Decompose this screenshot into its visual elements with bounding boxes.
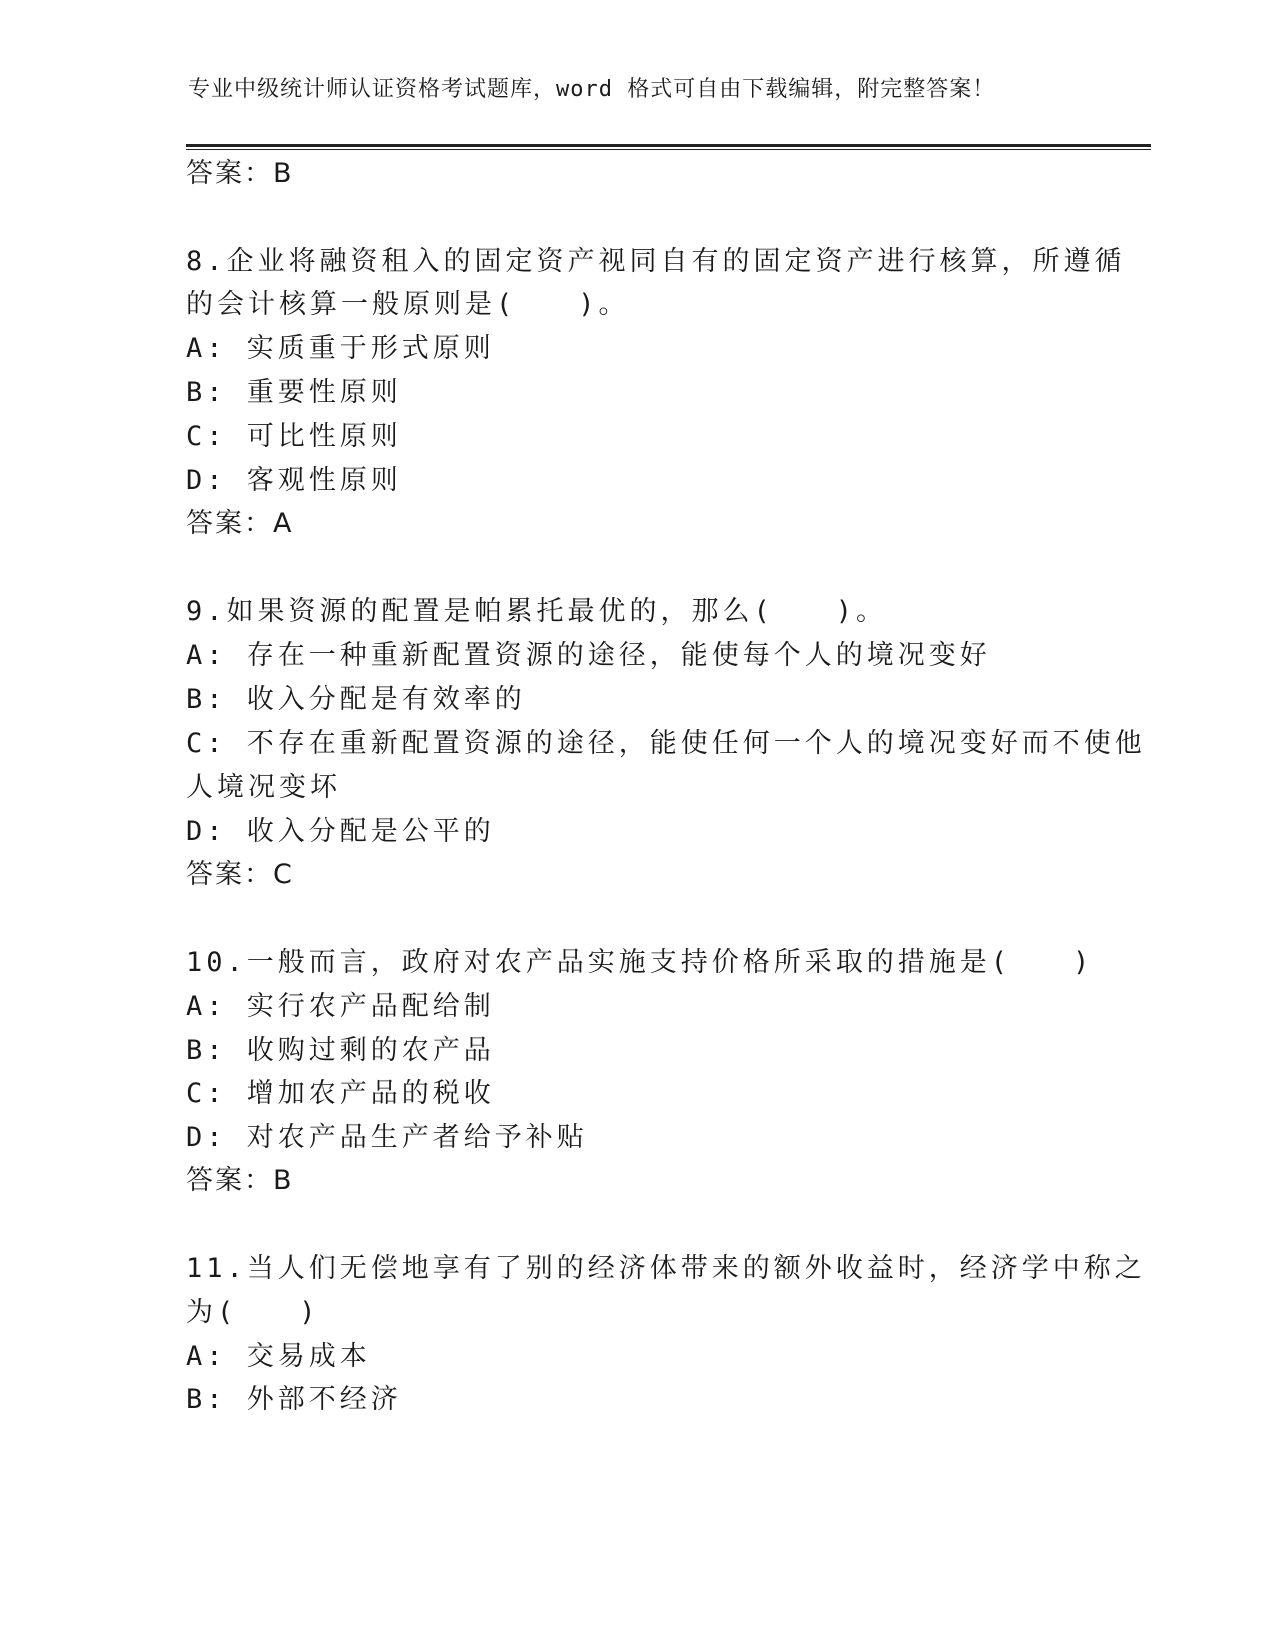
header-rule-thick (186, 144, 1151, 147)
q9-option-a: A: 存在一种重新配置资源的途径，能使每个人的境况变好 (186, 640, 991, 671)
q8-stem-line2: 的会计核算一般原则是( )。 (186, 289, 630, 320)
page-header: 专业中级统计师认证资格考试题库，word 格式可自由下载编辑，附完整答案！ (188, 77, 996, 102)
q11-option-a: A: 交易成本 (186, 1341, 371, 1372)
q10-option-d: D: 对农产品生产者给予补贴 (186, 1122, 588, 1153)
q10-answer: 答案：B (186, 1165, 294, 1196)
q8-option-a: A: 实质重于形式原则 (186, 333, 495, 364)
answer-prev: 答案：B (186, 158, 294, 189)
q11-stem-line1: 11.当人们无偿地享有了别的经济体带来的额外收益时，经济学中称之 (186, 1253, 1146, 1284)
q8-stem-line1: 8.企业将融资租入的固定资产视同自有的固定资产进行核算，所遵循 (186, 246, 1126, 277)
q10-option-a: A: 实行农产品配给制 (186, 991, 495, 1022)
q10-stem-line1: 10.一般而言，政府对农产品实施支持价格所采取的措施是( ) (186, 947, 1094, 978)
q11-option-b: B: 外部不经济 (186, 1384, 402, 1415)
q8-option-c: C: 可比性原则 (186, 421, 402, 452)
q9-stem-line1: 9.如果资源的配置是帕累托最优的，那么( )。 (186, 596, 888, 627)
q9-option-d: D: 收入分配是公平的 (186, 816, 495, 847)
q10-option-c: C: 增加农产品的税收 (186, 1078, 495, 1109)
q9-option-c-line1: C: 不存在重新配置资源的途径，能使任何一个人的境况变好而不使他 (186, 728, 1146, 759)
q9-option-c-line2: 人境况变坏 (186, 772, 341, 803)
header-rule-thin (186, 149, 1151, 150)
q9-option-b: B: 收入分配是有效率的 (186, 684, 526, 715)
q10-option-b: B: 收购过剩的农产品 (186, 1035, 495, 1066)
q8-answer: 答案：A (186, 508, 294, 539)
q8-option-b: B: 重要性原则 (186, 377, 402, 408)
q11-stem-line2: 为( ) (186, 1297, 320, 1328)
q8-option-d: D: 客观性原则 (186, 465, 402, 496)
q9-answer: 答案：C (186, 859, 294, 890)
